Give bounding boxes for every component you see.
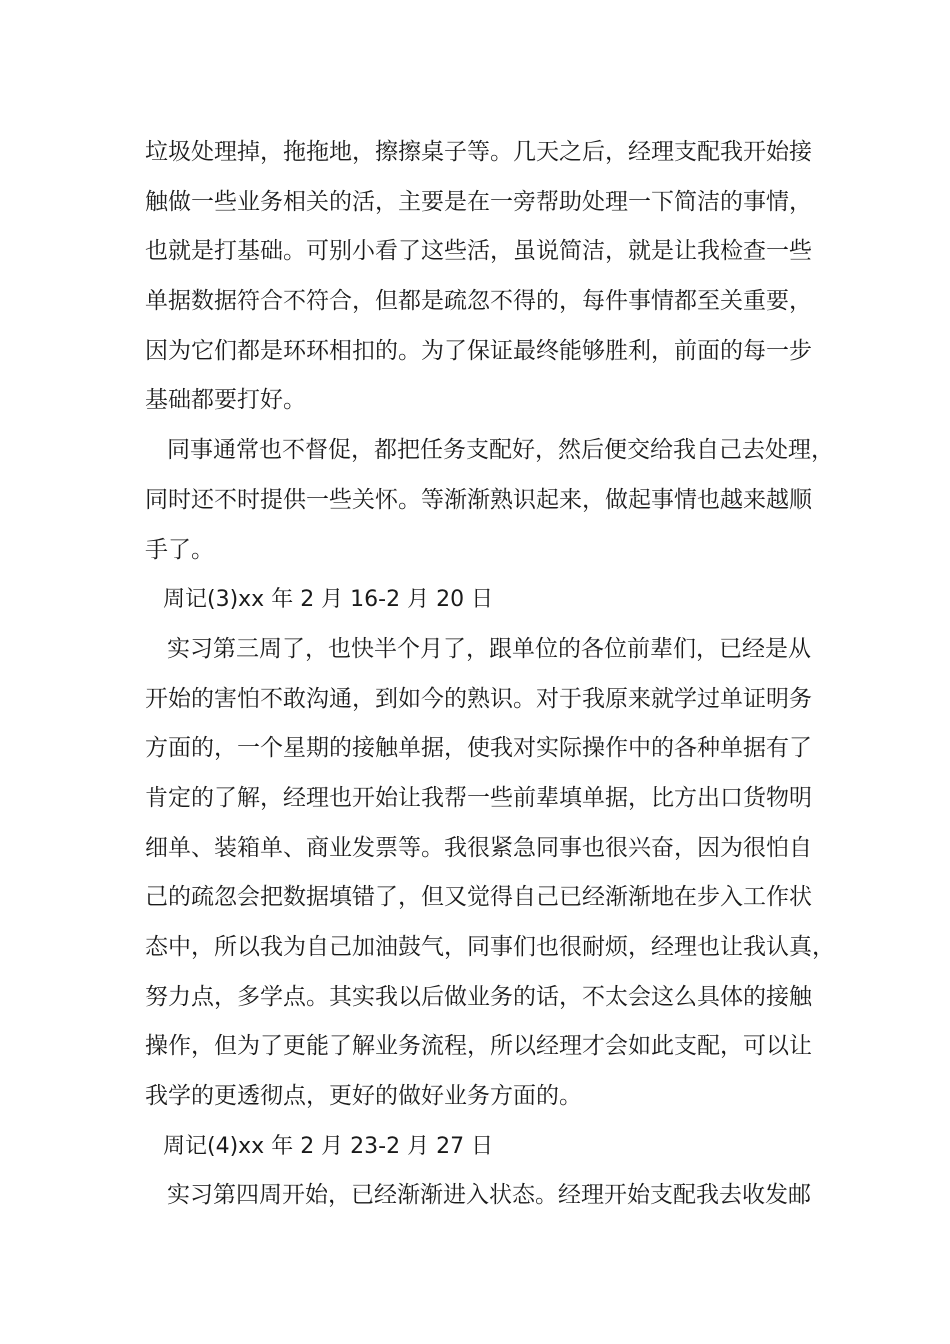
paragraph-4 [145,1171,835,1221]
text-line: 操作，但为了更能了解业务流程，所以经理才会如此支配，可以让 [145,1033,812,1060]
paragraph-3 [145,625,835,1122]
text-line: 也就是打基础。可别小看了这些活，虽说简洁，就是让我检查一些 [145,238,812,265]
text-line: 实习第四周开始，已经渐渐进入状态。经理开始支配我去收发邮 [167,1182,811,1209]
text-line: 努力点，多学点。其实我以后做业务的话，不太会这么具体的接触 [145,983,812,1010]
text-line: 细单、装箱单、商业发票等。我很紧急同事也很兴奋，因为很怕自 [145,834,812,861]
text-line: 实习第三周了，也快半个月了，跟单位的各位前辈们，已经是从 [167,635,811,662]
text-line: 触做一些业务相关的活，主要是在一旁帮助处理一下简洁的事情， [145,188,812,215]
week-4-heading: 周记(4)xx 年 2 月 23-2 月 27 日 [163,1133,494,1159]
text-line: 开始的害怕不敢沟通，到如今的熟识。对于我原来就学过单证明务 [145,685,812,712]
text-line: 同时还不时提供一些关怀。等渐渐熟识起来，做起事情也越来越顺 [145,486,812,513]
document-body [145,128,835,1221]
text-line: 因为它们都是环环相扣的。为了保证最终能够胜利，前面的每一步 [145,337,812,364]
text-line: 方面的，一个星期的接触单据，使我对实际操作中的各种单据有了 [145,735,812,762]
week-3-heading: 周记(3)xx 年 2 月 16-2 月 20 日 [163,587,494,613]
text-line: 基础都要打好。 [145,387,306,414]
text-line: 态中，所以我为自己加油鼓气，同事们也很耐烦，经理也让我认真， [145,934,835,960]
text-line: 己的疏忽会把数据填错了，但又觉得自己已经渐渐地在步入工作状 [145,884,812,911]
text-line: 垃圾处理掉，拖拖地，擦擦桌子等。几天之后，经理支配我开始接 [145,139,812,165]
paragraph-1 [145,128,835,426]
text-line: 手了。 [145,536,214,563]
paragraph-2 [145,426,835,575]
text-line: 肯定的了解，经理也开始让我帮一些前辈填单据，比方出口货物明 [145,784,812,811]
text-line: 我学的更透彻点，更好的做好业务方面的。 [145,1083,582,1110]
text-line: 同事通常也不督促，都把任务支配好，然后便交给我自己去处理， [167,437,834,464]
text-line: 单据数据符合不符合，但都是疏忽不得的，每件事情都至关重要， [145,288,812,315]
